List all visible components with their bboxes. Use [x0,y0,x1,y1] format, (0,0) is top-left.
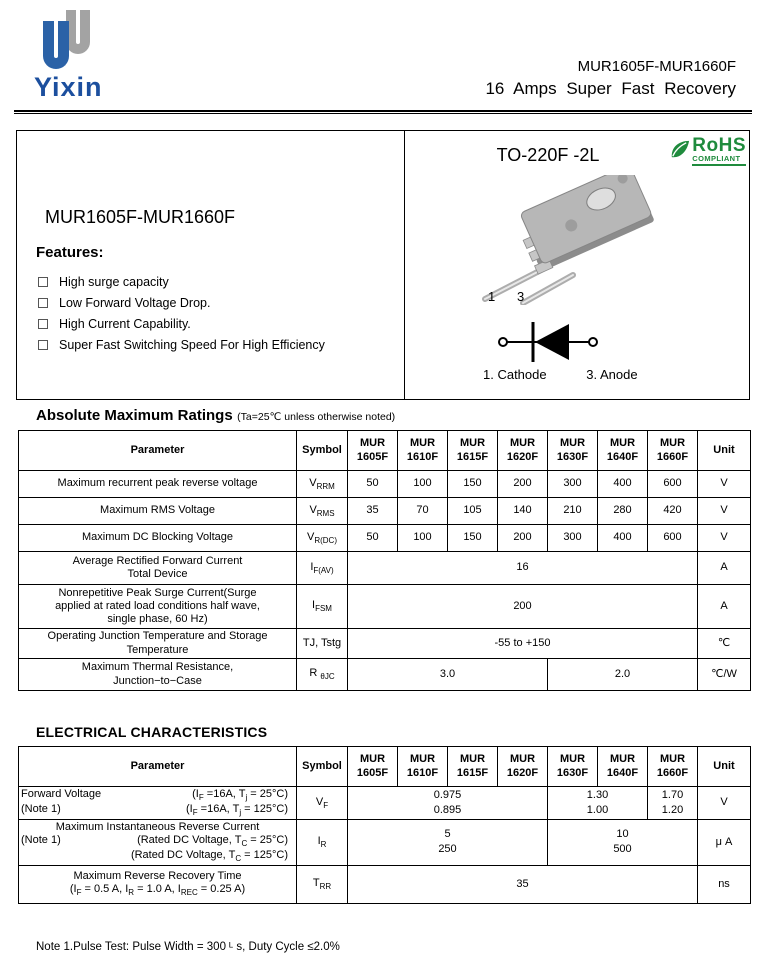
condition-text: ($I_F = 0.5$ A, $I_R = 1.0$ A, $I_{REC} = 0.25$ A) [69,883,246,898]
value-cell: 200 [498,471,548,498]
header-product-family: 16 Amps Super Fast Recovery [485,79,736,98]
param-line: Operating Junction Temperature and Storage [47,630,268,643]
value-cell: -55 to +150 [348,629,698,659]
param-cell [19,585,297,629]
col-line: MUR [359,753,386,766]
param-cell [19,787,297,820]
value-cell: 3.0 [348,659,548,691]
condition-text: ($I_F =16A$, $T_j = 125^\circ C$) [186,803,288,818]
col-line: 1620F [506,766,539,779]
ec-col-symbol: Symbol [297,747,348,787]
col-line: MUR [609,753,636,766]
value-cell [548,787,648,820]
col-line: MUR [459,753,486,766]
param-line: applied at rated load conditions half wave, [55,599,260,612]
value-cell: 100 [398,471,448,498]
col-line: MUR [509,437,536,450]
value-cell [648,787,698,820]
col-line: 1630F [556,450,589,463]
unit-cell: ℃/W [698,659,751,691]
amr-subtitle: (Ta=25℃ unless otherwise noted) [237,411,396,423]
value-cell: 280 [598,498,648,525]
rohs-label: RoHS [692,135,746,156]
value-cell: 400 [598,471,648,498]
col-line: MUR [659,437,686,450]
param-text: (Note 1) [21,803,61,815]
value-cell: 100 [398,525,448,552]
param-line [21,803,294,818]
col-line: 1630F [556,766,589,779]
amr-header-row [19,431,751,471]
amr-col-mur1630f [548,431,598,471]
ec-col-mur1630f [548,747,598,787]
col-line: MUR [359,437,386,450]
col-line: MUR [559,437,586,450]
value-cell: 50 [348,525,398,552]
company-logo [30,8,170,108]
value-cell: 200 [348,585,698,629]
col-line: 1660F [656,450,689,463]
value-line: 0.895 [433,804,462,816]
condition-text: ($I_F =16A$, $T_j = 25^\circ C$) [192,788,288,803]
value-line: 10 [616,828,629,841]
logo-u-blue-icon [43,21,69,69]
symbol-cell: $I_R$ [297,820,348,866]
amr-col-mur1620f [498,431,548,471]
header-title-block [485,56,736,101]
param-line: Junction−to−Case [113,674,202,687]
ec-row-ir [19,820,751,866]
col-line: 1605F [356,450,389,463]
value-cell [348,820,548,866]
col-line: 1640F [606,766,639,779]
param-line: Maximum Instantaneous Reverse Current [55,821,260,833]
value-cell: 300 [548,471,598,498]
ec-row-vf [19,787,751,820]
symbol-cell: $I_{F(AV)}$ [297,552,348,585]
param-line [21,788,294,803]
package-image [463,175,677,305]
param-cell: Maximum recurrent peak reverse voltage [19,471,297,498]
amr-row-vrrm [19,471,751,498]
rohs-leaf-icon [668,138,691,161]
feature-label: High surge capacity [59,274,169,289]
param-line: Temperature [126,643,189,656]
param-cell: Maximum DC Blocking Voltage [19,525,297,552]
unit-cell: A [698,585,751,629]
feature-label: Low Forward Voltage Drop. [59,295,211,310]
unit-cell: A [698,552,751,585]
amr-row-ifav [19,552,751,585]
col-line: MUR [659,753,686,766]
param-text: Forward Voltage [21,788,102,801]
value-cell: 70 [398,498,448,525]
unit-cell: V [698,498,751,525]
value-cell [548,820,698,866]
param-cell [19,659,297,691]
col-line: 1615F [456,450,489,463]
col-line: MUR [409,437,436,450]
value-line: 1.20 [661,804,684,816]
param-line: Maximum Reverse Recovery Time [73,870,242,883]
cathode-label: 1. Cathode [483,367,547,382]
header-rule [14,110,752,114]
col-line: MUR [459,437,486,450]
value-line: 500 [613,843,632,856]
value-cell: 300 [548,525,598,552]
amr-col-mur1610f [398,431,448,471]
logo-u-gray-icon [66,10,90,54]
param-line: Nonrepetitive Peak Surge Current(Surge [58,586,257,599]
param-line: single phase, 60 Hz) [107,613,208,626]
ec-col-unit: Unit [698,747,751,787]
value-cell: 400 [598,525,648,552]
param-cell [19,552,297,585]
feature-label: Super Fast Switching Speed For High Efficiency [59,337,325,352]
overview-box [16,130,750,400]
value-cell: 35 [348,498,398,525]
diode-symbol-icon [493,319,603,365]
col-line: 1615F [456,766,489,779]
param-line: Maximum Thermal Resistance, [81,661,234,674]
pin3-label: 3 [517,289,525,304]
value-line: 1.30 [586,789,609,801]
note-text: Note 1.Pulse Test: Pulse Width = 300 ᴸ s, Duty Cycle ≤2.0% [36,941,340,953]
amr-row-vrms [19,498,751,525]
amr-row-rthjc [19,659,751,691]
value-cell: 150 [448,525,498,552]
symbol-cell: $V_{RMS}$ [297,498,348,525]
value-cell: 600 [648,525,698,552]
pin-name-row [483,367,674,382]
logo-text: Yixin [34,72,103,102]
amr-col-mur1640f [598,431,648,471]
unit-cell: V [698,525,751,552]
value-cell: 420 [648,498,698,525]
ec-heading [36,724,267,742]
ec-col-mur1660f [648,747,698,787]
col-line: 1640F [606,450,639,463]
ec-row-trr [19,865,751,903]
features-list [38,271,325,355]
checkbox-icon [38,298,48,308]
ec-col-mur1610f [398,747,448,787]
param-cell: Maximum RMS Voltage [19,498,297,525]
ec-title: ELECTRICAL CHARACTERISTICS [36,724,268,740]
ec-col-mur1620f [498,747,548,787]
value-cell: 600 [648,471,698,498]
param-line: Total Device [127,568,188,580]
feature-label: High Current Capability. [59,316,191,331]
part-title: MUR1605F-MUR1660F [45,207,236,227]
rohs-text [692,135,746,166]
pin1-label: 1 [488,289,496,304]
condition-text: (Rated DC Voltage, $T_C = 25^\circ C$) [137,834,288,849]
param-cell [19,629,297,659]
value-cell: 140 [498,498,548,525]
symbol-cell: $V_{RRM}$ [297,471,348,498]
col-line: 1610F [406,450,439,463]
value-line: 1.00 [586,804,609,816]
value-cell: 16 [348,552,698,585]
amr-row-vrdc [19,525,751,552]
amr-col-mur1605f [348,431,398,471]
package-title: TO-220F -2L [496,145,600,165]
value-line: 5 [444,828,451,841]
header-product-range: MUR1605F-MUR1660F [577,58,736,75]
value-cell: 2.0 [548,659,698,691]
param-text: (Note 1) [21,834,61,847]
checkbox-icon [38,340,48,350]
value-line: 0.975 [433,789,462,801]
amr-title: Absolute Maximum Ratings [36,407,233,424]
feature-item [38,313,325,334]
amr-table [18,430,751,691]
features-heading: Features: [36,244,104,261]
value-cell: 210 [548,498,598,525]
package-pane [405,131,751,399]
unit-cell: ℃ [698,629,751,659]
symbol-cell: $I_{FSM}$ [297,585,348,629]
checkbox-icon [38,319,48,329]
checkbox-icon [38,277,48,287]
ec-col-mur1615f [448,747,498,787]
rohs-badge [668,135,746,166]
value-cell: 105 [448,498,498,525]
col-line: 1620F [506,450,539,463]
symbol-cell: $V_{R(DC)}$ [297,525,348,552]
col-line: 1610F [406,766,439,779]
ec-table [18,746,751,904]
param-cell [19,820,297,866]
col-line: MUR [509,753,536,766]
condition-text: (Rated DC Voltage, $T_C = 125^\circ C$) [130,848,288,864]
unit-cell: μ A [698,820,751,866]
amr-col-parameter: Parameter [19,431,297,471]
amr-col-mur1615f [448,431,498,471]
amr-row-ifsm [19,585,751,629]
symbol-cell: $T_{RR}$ [297,865,348,903]
ec-col-mur1605f [348,747,398,787]
amr-col-unit: Unit [698,431,751,471]
col-line: 1605F [356,766,389,779]
amr-row-tj [19,629,751,659]
symbol-cell: TJ, Tstg [297,629,348,659]
rohs-compliant-label: COMPLIANT [692,154,746,166]
unit-cell: V [698,787,751,820]
amr-col-mur1660f [648,431,698,471]
unit-cell: V [698,471,751,498]
param-line: Average Rectified Forward Current [72,554,243,567]
feature-item [38,271,325,292]
value-line: 1.70 [661,789,684,801]
unit-cell: ns [698,865,751,903]
value-line: 250 [438,843,457,856]
value-cell [348,787,548,820]
amr-heading [36,407,395,425]
ec-header-row [19,747,751,787]
col-line: MUR [409,753,436,766]
value-cell: 50 [348,471,398,498]
feature-item [38,334,325,355]
col-line: 1660F [656,766,689,779]
param-cell [19,865,297,903]
amr-col-symbol: Symbol [297,431,348,471]
param-line [21,834,294,849]
anode-label: 3. Anode [586,367,638,382]
symbol-cell: $V_F$ [297,787,348,820]
feature-item [38,292,325,313]
col-line: MUR [559,753,586,766]
value-cell: 150 [448,471,498,498]
value-cell: 35 [348,865,698,903]
ec-col-mur1640f [598,747,648,787]
col-line: MUR [609,437,636,450]
symbol-cell: R $_{\theta JC}$ [297,659,348,691]
value-cell: 200 [498,525,548,552]
ec-col-parameter: Parameter [19,747,297,787]
